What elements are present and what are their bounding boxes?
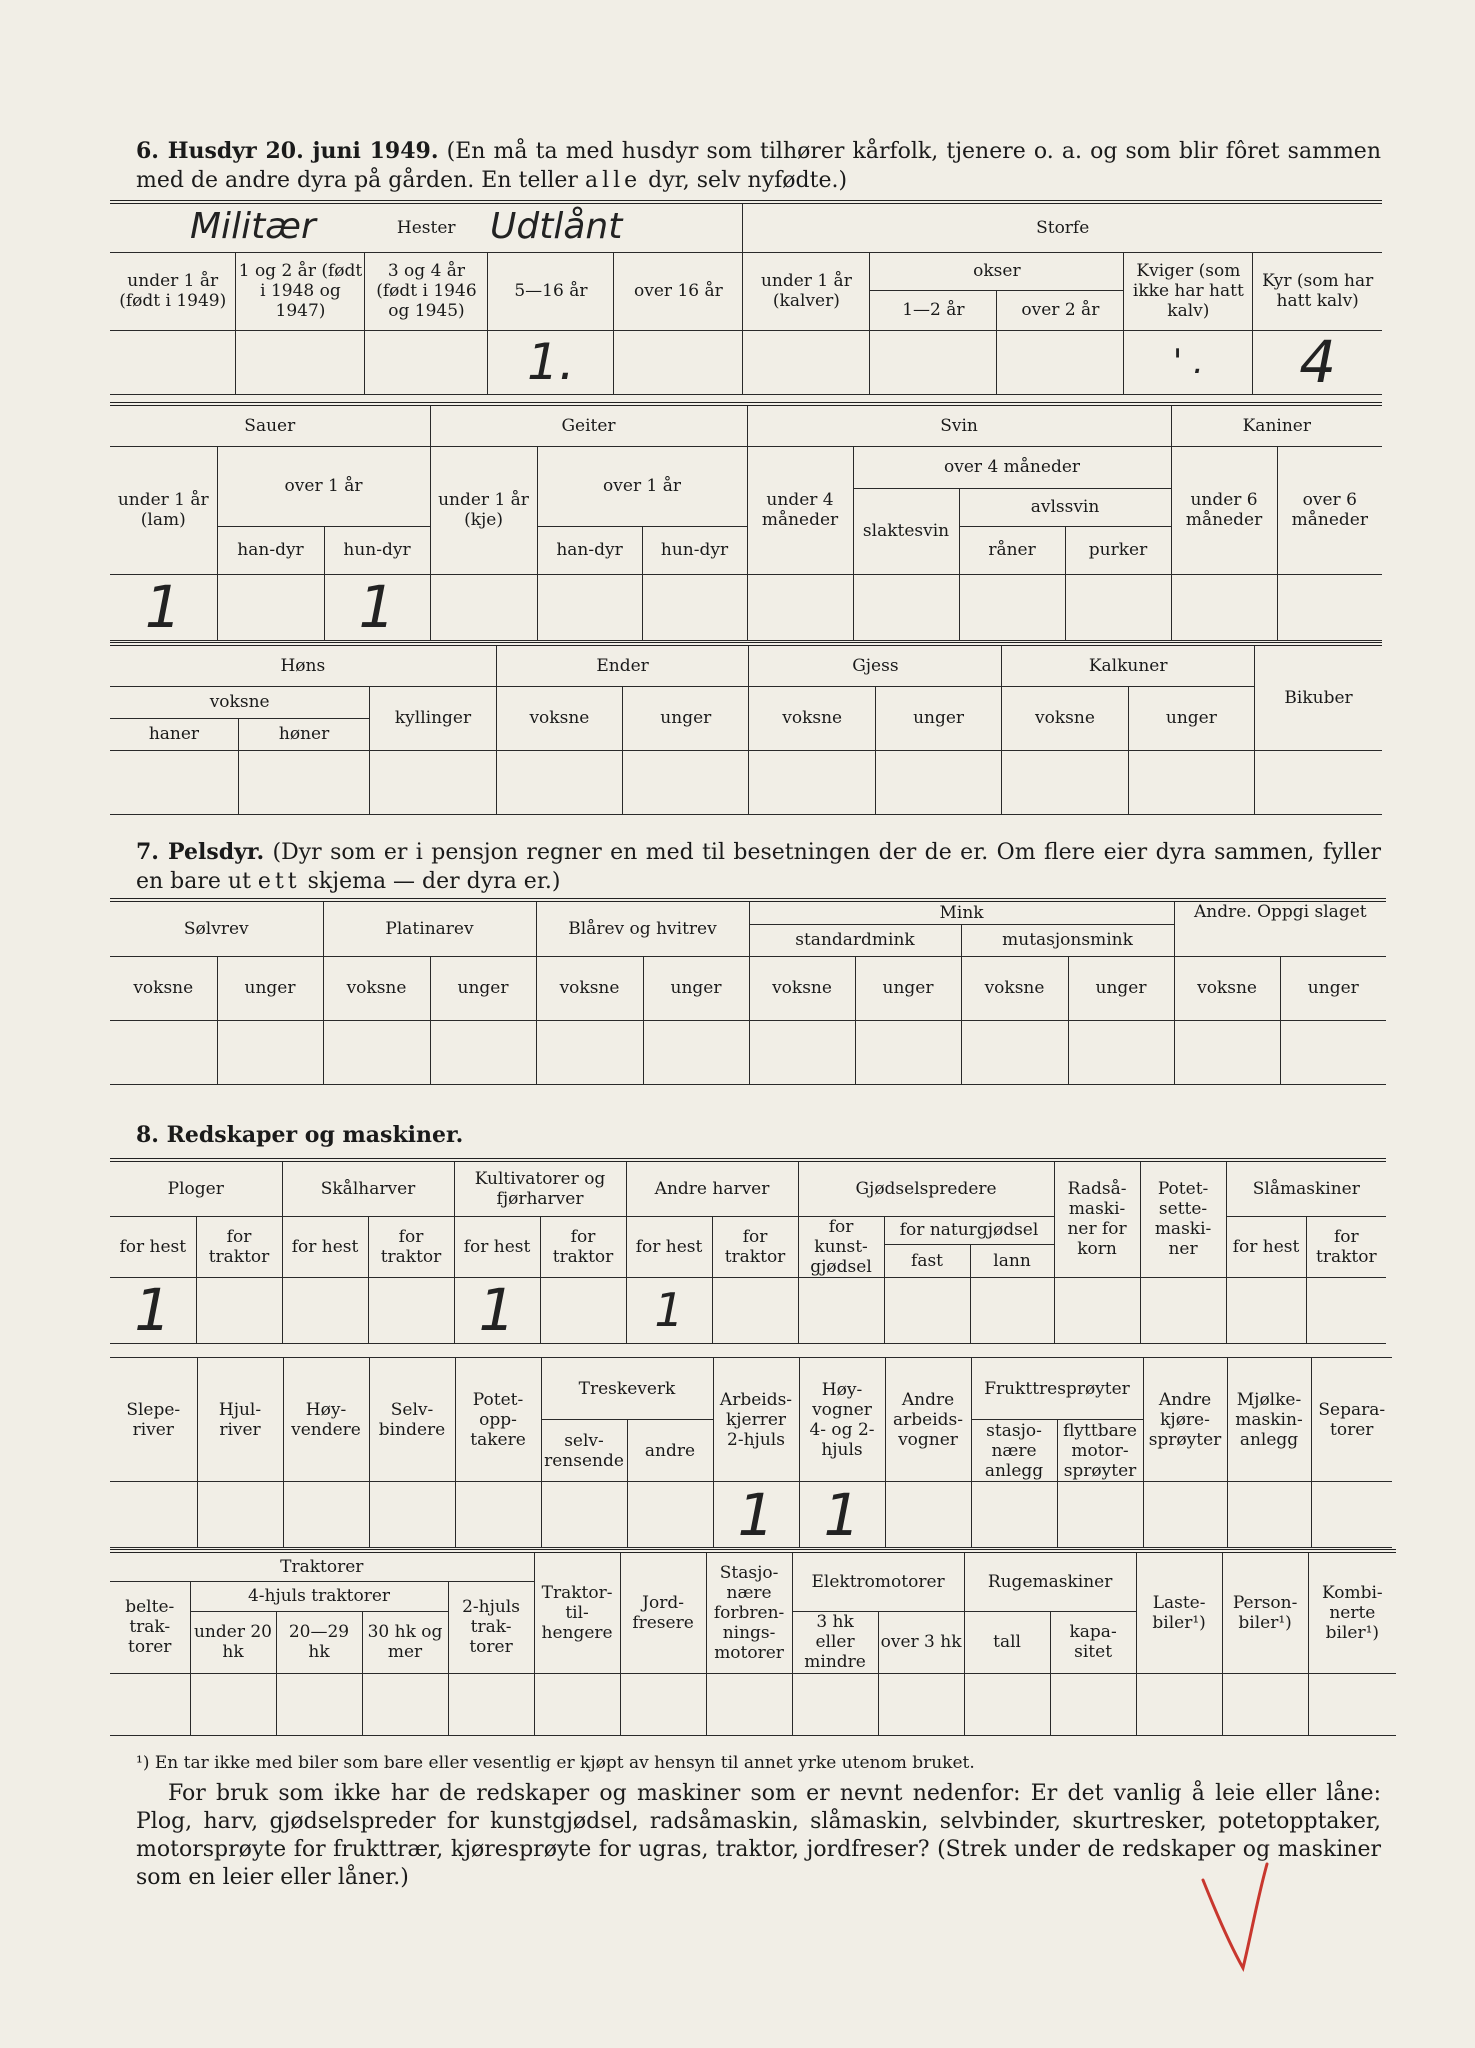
hons-val-honer[interactable] <box>238 750 369 814</box>
h-col-over16: over 16 år <box>614 252 743 330</box>
kanin-over6: over 6 måneder <box>1277 446 1382 574</box>
s-col-okser-over2: over 2 år <box>997 290 1124 330</box>
h-col-3-4: 3 og 4 år (født i 1946 og 1945) <box>365 252 488 330</box>
section-7-text: (Dyr som er i pensjon regner en med til besetningen der de er. Om flere eier dyra sammen, fyller en bare ut <box>136 840 1382 894</box>
s-col-kviger: Kviger (som ikke har hatt kalv) <box>1124 252 1253 330</box>
redskaper-table-1 <box>110 1158 1386 1344</box>
kultivatorer-header: Kultivatorer og fjørharver <box>454 1160 626 1216</box>
geit-handyr: han-dyr <box>537 526 642 574</box>
gjodsel-val-kunst[interactable] <box>798 1277 884 1343</box>
selvbind-val[interactable] <box>369 1482 455 1548</box>
sau-val-hundyr[interactable]: 1 <box>324 574 430 640</box>
lease-paragraph: For bruk som ikke har de redskaper og maskiner som er nevnt nedenfor: Er det vanlig å leie eller låne: Plog, harv, gjødselspreder for kunstgjødsel, radsåmaskin, slåmaskin, selvbinder, skurtresker, potetopptaker, motorsprøyte for frukttrær, kjøresprøyte for ugras, traktor, jordfreser? (Strek under de redskaper og maskiner som en leier eller låner.) <box>136 1781 1381 1890</box>
solvrev-header: Sølvrev <box>110 900 323 956</box>
s-col-okser: okser <box>870 252 1124 290</box>
standardmink-val-voksne[interactable] <box>749 1020 855 1084</box>
h-col-1-2: 1 og 2 år (født i 1948 og 1947) <box>236 252 365 330</box>
kanin-val-over6[interactable] <box>1277 574 1382 640</box>
svin-raner: råner <box>959 526 1065 574</box>
svin-avlssvin: avlssvin <box>959 488 1171 526</box>
red-check-mark-icon <box>1195 1860 1275 1975</box>
blarev-header: Blårev og hvitrev <box>536 900 749 956</box>
svin-header: Svin <box>747 404 1171 446</box>
person-val[interactable] <box>1222 1673 1308 1735</box>
tohjuls-val[interactable] <box>448 1673 534 1735</box>
hons-val-haner[interactable] <box>110 750 238 814</box>
treskeverk-selvrensende: selv-rensende <box>541 1420 627 1482</box>
hester-header: Hester <box>110 202 743 252</box>
gjodsel-val-lann[interactable] <box>970 1277 1054 1343</box>
bikuber-val[interactable] <box>1255 750 1382 814</box>
mjolke-val[interactable] <box>1227 1482 1311 1548</box>
mutasjonsmink-val-voksne[interactable] <box>961 1020 1068 1084</box>
section-8-heading <box>136 1121 1381 1150</box>
gjess-unger: unger <box>875 686 1001 750</box>
standardmink-unger: unger <box>855 956 961 1020</box>
sla-hest: for hest <box>1226 1216 1306 1277</box>
firehjuls-header: 4-hjuls traktorer <box>190 1581 448 1611</box>
mjolkemaskin: Mjølke-maskin-anlegg <box>1227 1358 1311 1482</box>
ruge-tall-val[interactable] <box>964 1673 1050 1735</box>
solvrev-val-unger[interactable] <box>217 1020 323 1084</box>
hw-militar: Militær <box>190 206 316 247</box>
under20-val[interactable] <box>190 1673 276 1735</box>
hoyvogner-val[interactable]: 1 <box>799 1482 885 1548</box>
s-val-okser-1-2[interactable] <box>870 330 997 394</box>
svin-purker: purker <box>1065 526 1171 574</box>
jordfresere: Jord-fresere <box>620 1551 706 1673</box>
separatorer: Separa-torer <box>1311 1358 1392 1482</box>
solvrev-voksne: voksne <box>110 956 217 1020</box>
hoyvend-val[interactable] <box>283 1482 369 1548</box>
redskaper-table-2 <box>110 1357 1392 1548</box>
section-7-ett: ett <box>257 869 301 894</box>
pelsdyr-table <box>110 898 1386 1085</box>
sauer-svin-table <box>110 402 1382 641</box>
hons-haner: haner <box>110 718 238 750</box>
belte-val[interactable] <box>110 1673 190 1735</box>
fruktsproyter-header: Frukttresprøyter <box>971 1358 1143 1420</box>
h30-val[interactable] <box>362 1673 448 1735</box>
svin-slaktesvin: slaktesvin <box>853 488 959 574</box>
hons-header: Høns <box>110 644 496 686</box>
s-col-okser-1-2: 1—2 år <box>870 290 997 330</box>
h-val-3-4[interactable] <box>365 330 488 394</box>
mutasjonsmink-voksne: voksne <box>961 956 1068 1020</box>
kalkuner-header: Kalkuner <box>1002 644 1255 686</box>
ruge-tall: tall <box>964 1611 1050 1673</box>
sau-hundyr: hun-dyr <box>324 526 430 574</box>
platinarev-val-unger[interactable] <box>430 1020 536 1084</box>
ruge-kapasitet: kapa-sitet <box>1050 1611 1136 1673</box>
skal-val-hest[interactable] <box>282 1277 368 1343</box>
harv-hest: for hest <box>626 1216 712 1277</box>
kalkuner-voksne: voksne <box>1002 686 1128 750</box>
arbeidskjerrer-val[interactable]: 1 <box>713 1482 799 1548</box>
separator-val[interactable] <box>1311 1482 1392 1548</box>
svin-val-slakte[interactable] <box>853 574 959 640</box>
geiter-header: Geiter <box>430 404 747 446</box>
harv-traktor: for traktor <box>712 1216 798 1277</box>
blarev-unger: unger <box>643 956 749 1020</box>
section-7-text-end: skjema — der dyra er.) <box>307 869 561 894</box>
potetsette-header: Potet-sette-maski-ner <box>1140 1160 1226 1277</box>
sau-val-handyr[interactable] <box>217 574 324 640</box>
hoyvogner: Høy-vogner 4- og 2-hjuls <box>799 1358 885 1482</box>
kombinerte-biler: Kombi-nerte biler¹) <box>1308 1551 1396 1673</box>
standardmink-val-unger[interactable] <box>855 1020 961 1084</box>
potetsette-val[interactable] <box>1140 1277 1226 1343</box>
hons-kyllinger: kyllinger <box>370 686 496 750</box>
sau-under1: under 1 år (lam) <box>110 446 217 574</box>
platinarev-header: Platinarev <box>323 900 536 956</box>
andre-unger: unger <box>1280 956 1386 1020</box>
harv-val-hest[interactable]: 1 <box>626 1277 712 1343</box>
s-val-okser-over2[interactable] <box>997 330 1124 394</box>
kult-val-hest[interactable]: 1 <box>454 1277 540 1343</box>
elektromotorer-header: Elektromotorer <box>792 1551 964 1611</box>
h-val-1-2[interactable] <box>236 330 365 394</box>
sau-over1: over 1 år <box>217 446 430 526</box>
section-7-title: 7. Pelsdyr. <box>136 839 265 865</box>
plog-val-traktor[interactable] <box>196 1277 282 1343</box>
radsa-val[interactable] <box>1054 1277 1140 1343</box>
footnote: ¹) En tar ikke med biler som bare eller vesentlig er kjøpt av hensyn til annet yrke utenom bruket. <box>136 1753 975 1773</box>
slepe-val[interactable] <box>110 1482 197 1548</box>
arbeidskjerrer: Arbeids-kjerrer 2-hjuls <box>713 1358 799 1482</box>
geit-val-handyr[interactable] <box>537 574 642 640</box>
jordfreser-val[interactable] <box>620 1673 706 1735</box>
traktorer-table <box>110 1549 1396 1736</box>
mutasjonsmink-header: mutasjonsmink <box>961 924 1174 956</box>
section-6-text: (En må ta med husdyr som tilhører kårfolk, tjenere o. a. og som blir fôret sammen med de andre dyra på gården. En teller <box>136 139 1382 193</box>
svin-val-purker[interactable] <box>1065 574 1171 640</box>
ruge-kap-val[interactable] <box>1050 1673 1136 1735</box>
hjul-val[interactable] <box>197 1482 283 1548</box>
stasjonaere-motorer: Stasjo-nære forbren-nings-motorer <box>706 1551 792 1673</box>
andre-harver-header: Andre harver <box>626 1160 798 1216</box>
geit-hundyr: hun-dyr <box>642 526 747 574</box>
skalharver-header: Skålharver <box>282 1160 454 1216</box>
lastebiler: Laste-biler¹) <box>1136 1551 1222 1673</box>
tresk-andre-val[interactable] <box>627 1482 713 1548</box>
potetopp-val[interactable] <box>455 1482 541 1548</box>
skal-hest: for hest <box>282 1216 368 1277</box>
blarev-val-unger[interactable] <box>643 1020 749 1084</box>
kalkuner-unger: unger <box>1128 686 1254 750</box>
tohjuls-traktorer: 2-hjuls trak-torer <box>448 1581 534 1673</box>
ender-unger: unger <box>623 686 749 750</box>
el-3-val[interactable] <box>792 1673 878 1735</box>
section-6-text-end: dyr, selv nyfødte.) <box>648 168 848 193</box>
mutasjonsmink-val-unger[interactable] <box>1068 1020 1174 1084</box>
h-col-under1: under 1 år (født i 1949) <box>110 252 236 330</box>
blarev-val-voksne[interactable] <box>536 1020 643 1084</box>
gjess-voksne: voksne <box>749 686 875 750</box>
kanin-under6: under 6 måneder <box>1171 446 1277 574</box>
hjul-river: Hjul-river <box>197 1358 283 1482</box>
sau-handyr: han-dyr <box>217 526 324 574</box>
svin-val-under4[interactable] <box>747 574 853 640</box>
sla-traktor: for traktor <box>1306 1216 1386 1277</box>
gjodsel-lann: lann <box>970 1244 1054 1277</box>
sla-val-hest[interactable] <box>1226 1277 1306 1343</box>
traktor-30: 30 hk og mer <box>362 1611 448 1673</box>
h-val-under1[interactable] <box>110 330 236 394</box>
s-val-kyr[interactable]: 4 <box>1253 330 1382 394</box>
ender-val-unger[interactable] <box>623 750 749 814</box>
slamaskiner-header: Slåmaskiner <box>1226 1160 1386 1216</box>
traktor-20-29: 20—29 hk <box>276 1611 362 1673</box>
treskeverk-header: Treskeverk <box>541 1358 713 1420</box>
radsa-header: Radså-maski-ner for korn <box>1054 1160 1140 1277</box>
traktor-under20: under 20 hk <box>190 1611 276 1673</box>
rugemaskiner-header: Rugemaskiner <box>964 1551 1136 1611</box>
andre-vogner-val[interactable] <box>885 1482 971 1548</box>
elektro-3hk: 3 hk eller mindre <box>792 1611 878 1673</box>
sau-val-under1[interactable]: 1 <box>110 574 217 640</box>
andre-kjoresproyter: Andre kjøre-sprøyter <box>1143 1358 1227 1482</box>
kjoresproyter-val[interactable] <box>1143 1482 1227 1548</box>
bikuber-header: Bikuber <box>1255 644 1382 750</box>
personbiler: Person-biler¹) <box>1222 1551 1308 1673</box>
gjodsel-kunst: for kunst-gjødsel <box>798 1216 884 1277</box>
section-6-alle: alle <box>584 168 642 193</box>
frukt-stasjonaere: stasjo-nære anlegg <box>971 1420 1057 1482</box>
kult-traktor: for traktor <box>540 1216 626 1277</box>
hons-voksne: voksne <box>110 686 370 718</box>
frukt-flytt-val[interactable] <box>1057 1482 1143 1548</box>
section-6-title: 6. Husdyr 20. juni 1949. <box>136 138 439 164</box>
geit-under1: under 1 år (kje) <box>430 446 537 574</box>
h20-29-val[interactable] <box>276 1673 362 1735</box>
kombi-val[interactable] <box>1308 1673 1396 1735</box>
skal-traktor: for traktor <box>368 1216 454 1277</box>
platinarev-voksne: voksne <box>323 956 430 1020</box>
mutasjonsmink-unger: unger <box>1068 956 1174 1020</box>
slepe-river: Slepe-river <box>110 1358 197 1482</box>
h-val-5-16[interactable]: 1. <box>488 330 614 394</box>
standardmink-voksne: voksne <box>749 956 855 1020</box>
andre-val-voksne[interactable] <box>1174 1020 1280 1084</box>
s-col-kyr: Kyr (som har hatt kalv) <box>1253 252 1382 330</box>
ender-val-voksne[interactable] <box>496 750 622 814</box>
mink-header: Mink <box>749 900 1174 924</box>
ender-voksne: voksne <box>496 686 622 750</box>
svin-under4: under 4 måneder <box>747 446 853 574</box>
traktor-tilhengere: Traktor-til-hengere <box>534 1551 620 1673</box>
sauer-header: Sauer <box>110 404 430 446</box>
gjodsel-header: Gjødselspredere <box>798 1160 1054 1216</box>
frukt-flyttbare: flyttbare motor-sprøyter <box>1057 1420 1143 1482</box>
platinarev-unger: unger <box>430 956 536 1020</box>
plog-val-hest[interactable]: 1 <box>110 1277 196 1343</box>
tresk-selv-val[interactable] <box>541 1482 627 1548</box>
solvrev-unger: unger <box>217 956 323 1020</box>
selv-bindere: Selv-bindere <box>369 1358 455 1482</box>
h-col-5-16: 5—16 år <box>488 252 614 330</box>
plog-hest: for hest <box>110 1216 196 1277</box>
skal-val-traktor[interactable] <box>368 1277 454 1343</box>
elektro-over3: over 3 hk <box>878 1611 964 1673</box>
gjess-val-voksne[interactable] <box>749 750 875 814</box>
stasj-motor-val[interactable] <box>706 1673 792 1735</box>
tilhenger-val[interactable] <box>534 1673 620 1735</box>
fjorfe-table <box>110 642 1382 815</box>
laste-val[interactable] <box>1136 1673 1222 1735</box>
el-over3-val[interactable] <box>878 1673 964 1735</box>
hons-val-kyllinger[interactable] <box>370 750 496 814</box>
kanin-val-under6[interactable] <box>1171 574 1277 640</box>
section-6-heading <box>136 137 1381 195</box>
geit-val-under1[interactable] <box>430 574 537 640</box>
section-7-heading <box>136 838 1381 896</box>
sla-val-traktor[interactable] <box>1306 1277 1386 1343</box>
solvrev-val-voksne[interactable] <box>110 1020 217 1084</box>
kult-hest: for hest <box>454 1216 540 1277</box>
ploger-header: Ploger <box>110 1160 282 1216</box>
blarev-voksne: voksne <box>536 956 643 1020</box>
gjodsel-fast: fast <box>884 1244 970 1277</box>
svin-val-raner[interactable] <box>959 574 1065 640</box>
hw-utlant: Udtlånt <box>490 206 623 247</box>
andre-val-unger[interactable] <box>1280 1020 1386 1084</box>
gjodsel-val-fast[interactable] <box>884 1277 970 1343</box>
h-val-over16[interactable] <box>614 330 743 394</box>
svin-over4: over 4 måneder <box>853 446 1171 488</box>
frukt-stasj-val[interactable] <box>971 1482 1057 1548</box>
plog-traktor: for traktor <box>196 1216 282 1277</box>
andre-voksne: voksne <box>1174 956 1280 1020</box>
andre-pelsdyr-header: Andre. Oppgi slaget <box>1174 900 1386 956</box>
geit-val-hundyr[interactable] <box>642 574 747 640</box>
andre-arbeidsvogner: Andre arbeids-vogner <box>885 1358 971 1482</box>
storfe-header: Storfe <box>743 202 1382 252</box>
harv-val-traktor[interactable] <box>712 1277 798 1343</box>
platinarev-val-voksne[interactable] <box>323 1020 430 1084</box>
kult-val-traktor[interactable] <box>540 1277 626 1343</box>
gjess-val-unger[interactable] <box>875 750 1001 814</box>
hoy-vendere: Høy-vendere <box>283 1358 369 1482</box>
beltetraktorer: belte-trak-torer <box>110 1581 190 1673</box>
ender-header: Ender <box>496 644 749 686</box>
s-val-kviger[interactable]: ' . <box>1124 330 1253 394</box>
hons-honer: høner <box>238 718 369 750</box>
s-col-kalver: under 1 år (kalver) <box>743 252 870 330</box>
geit-over1: over 1 år <box>537 446 747 526</box>
standardmink-header: standardmink <box>749 924 961 956</box>
kalkuner-val-unger[interactable] <box>1128 750 1254 814</box>
kaniner-header: Kaniner <box>1171 404 1382 446</box>
potet-opptakere: Potet-opp-takere <box>455 1358 541 1482</box>
kalkuner-val-voksne[interactable] <box>1002 750 1128 814</box>
gjodsel-natur: for naturgjødsel <box>884 1216 1054 1244</box>
s-val-kalver[interactable] <box>743 330 870 394</box>
gjess-header: Gjess <box>749 644 1002 686</box>
treskeverk-andre: andre <box>627 1420 713 1482</box>
section-8-title: 8. Redskaper og maskiner. <box>136 1122 464 1148</box>
traktorer-header: Traktorer <box>110 1551 534 1581</box>
